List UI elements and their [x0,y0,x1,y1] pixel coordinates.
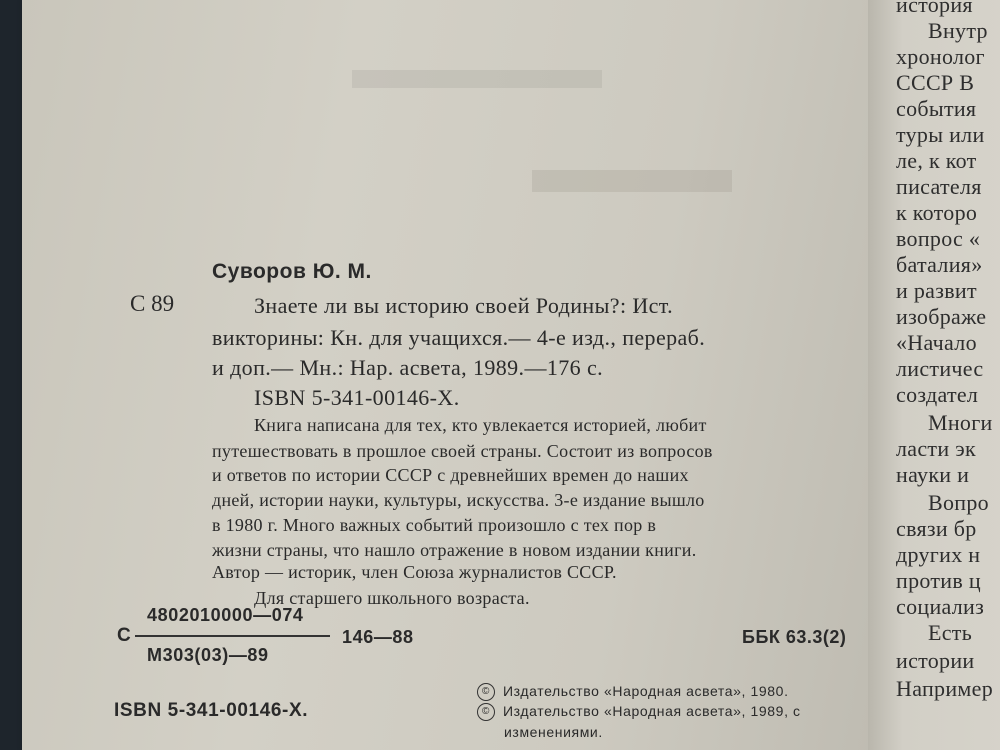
facing-text-line: создател [896,382,979,407]
facing-text-line: против ц [896,568,981,593]
index-letter: С [117,625,131,646]
annotation-line: Автор — историк, член Союза журналистов СССР. [212,562,617,582]
facing-text-line: Многи [928,410,993,435]
bib-line: Знаете ли вы историю своей Родины?: Ист. [254,293,674,318]
facing-text-line: листичес [896,356,984,381]
facing-text-line: хронолог [896,44,985,69]
facing-text-line: вопрос « [896,226,981,251]
facing-text-line: Вопро [928,490,989,515]
index-suffix: 146—88 [342,627,414,647]
facing-text-line: писателя [896,174,982,199]
copyright-line [477,703,801,721]
bib-line: викторины: Кн. для учащихся.— 4-е изд., перераб. [212,325,706,350]
facing-text-line: Внутр [928,18,988,43]
dark-background [0,0,22,750]
annotation-line: дней, истории науки, культуры, искусства. 3-е издание вышло [212,490,705,510]
facing-text-line: туры или [896,122,985,147]
index-numerator: 4802010000—074 [147,605,304,625]
facing-text-line: Например [896,676,993,701]
isbn-bottom: ISBN 5-341-00146-X. [114,700,309,721]
author-name: Суворов Ю. М. [212,260,372,283]
facing-text-line: к которо [896,200,978,225]
facing-text-line: других н [896,542,981,567]
facing-text-line: социализ [896,594,985,619]
copyright-line [477,683,789,701]
facing-text-line: ласти эк [896,436,976,461]
fraction-bar [135,635,330,637]
facing-text-line: Есть [928,620,973,645]
index-denominator: М303(03)—89 [147,645,269,665]
copyright-icon: © [477,683,495,701]
annotation-line: и ответов по истории СССР с древнейших времен до наших [212,465,689,485]
copyright-text: Издательство «Народная асвета», 1989, с [503,703,801,719]
facing-text-line: события [896,96,977,121]
annotation-line: Для старшего школьного возраста. [254,588,530,608]
isbn-line: ISBN 5-341-00146-X. [254,385,460,410]
facing-text-line: и развит [896,278,977,303]
classification-code: С 89 [130,291,175,316]
copyright-text: Издательство «Народная асвета», 1980. [503,683,789,699]
facing-text-line: связи бр [896,516,977,541]
copyright-icon: © [477,703,495,721]
facing-text-line: СССР В [896,70,975,95]
show-through-text [352,70,602,88]
facing-text-line: «Начало [896,330,977,355]
bib-line: и доп.— Мн.: Нар. асвета, 1989.—176 с. [212,355,604,380]
copyright-line: изменениями. [504,724,603,740]
facing-text-line: история [896,0,973,17]
annotation-line: в 1980 г. Много важных событий произошло с тех пор в [212,515,657,535]
annotation-line: Книга написана для тех, кто увлекается историей, любит [254,415,707,435]
facing-text-line: истории [896,648,975,673]
show-through-text [532,170,732,192]
bbk-code: ББК 63.3(2) [742,627,847,647]
facing-text-line: изображе [896,304,987,329]
book-page [22,0,872,750]
facing-text-line: ле, к кот [896,148,977,173]
annotation-line: путешествовать в прошлое своей страны. Состоит из вопросов [212,441,713,461]
facing-text-line: науки и [896,462,970,487]
facing-text-line: баталия» [896,252,983,277]
annotation-line: жизни страны, что нашло отражение в новом издании книги. [212,540,697,560]
facing-page [868,0,1000,750]
